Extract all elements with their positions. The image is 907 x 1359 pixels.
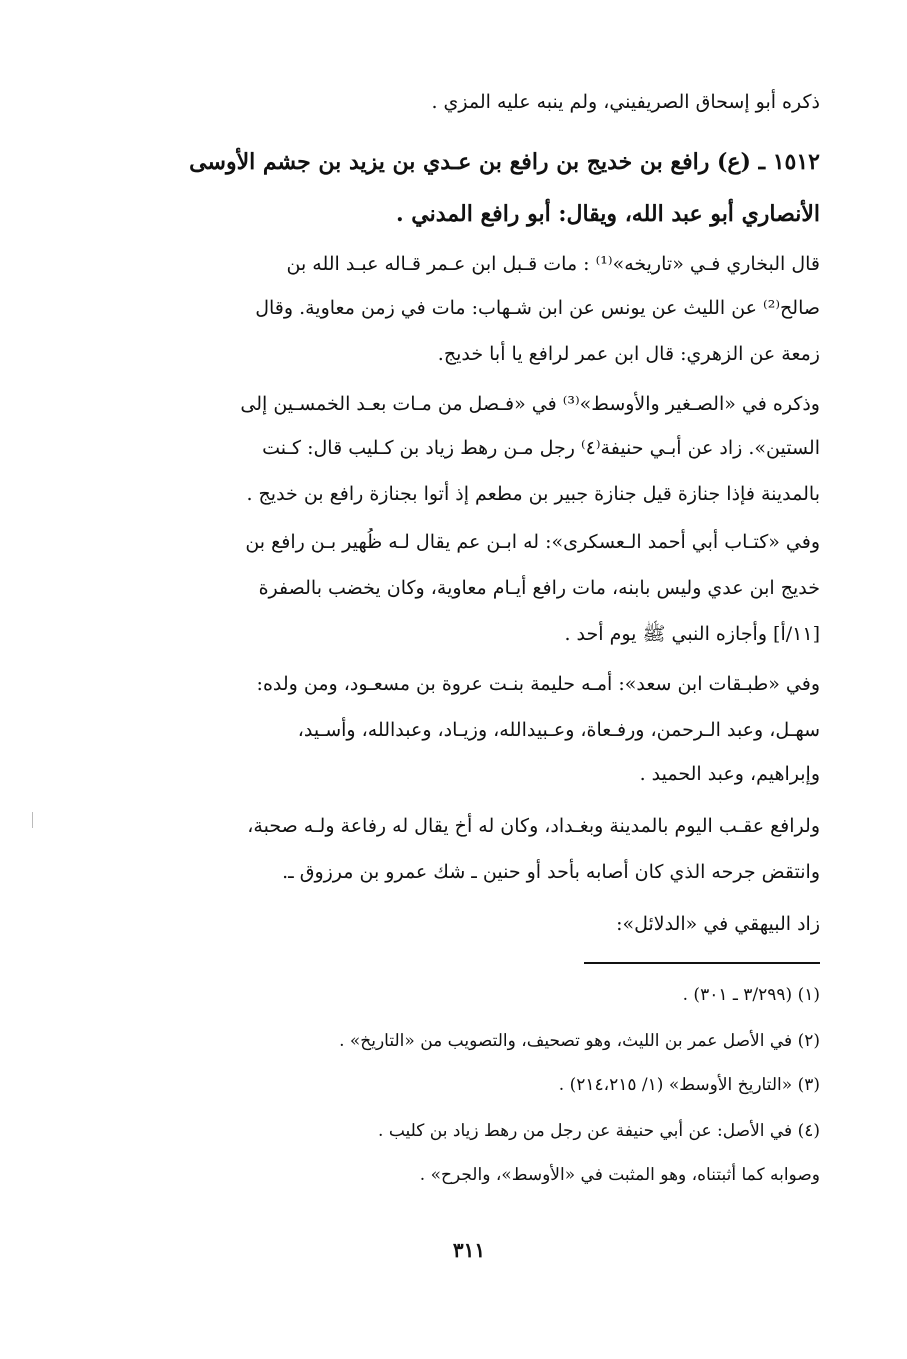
paragraph-3-line-1: وفي «كتـاب أبي أحمد الـعسكرى»: له ابـن عم يقال لـه ظُهير بـن رافع بن: [245, 531, 820, 553]
paragraph-4-line-1: وفي «طبـقات ابن سعد»: أمـه حليمة بنـت عروة بن مسعـود، ومن ولده:: [256, 673, 820, 695]
footnote-4-continuation: وصوابه كما أثبتناه، وهو المثبت في «الأوسط»، والجرح» .: [419, 1165, 820, 1185]
paragraph-2-line-3: بالمدينة فإذا جنازة قيل جنازة جبير بن مطعم إذ أتوا بجنازة رافع بن خديج .: [246, 483, 820, 505]
paragraph-4-line-3: وإبراهيم، وعبد الحميد .: [639, 763, 820, 785]
footnote-1: (١) (٣/٢٩٩ ـ ٣٠١) .: [682, 985, 820, 1005]
entry-heading-line-2: الأنصاري أبو عبد الله، ويقال: أبو رافع المدني .: [395, 201, 820, 227]
book-page: [118, 78, 820, 1278]
page-number: ٣١١: [452, 1238, 486, 1262]
paragraph-2-line-1: وذكره في «الصـغير والأوسط»⁽³⁾ في «فـصل من مـات بعـد الخمسـين إلى: [240, 393, 820, 415]
footnote-separator: [584, 962, 820, 964]
paragraph-4-line-2: سهـل، وعبد الـرحمن، ورفـعاة، وعـبيدالله، وزيـاد، وعبدالله، وأسـيد،: [297, 719, 820, 741]
paragraph-5-line-2: وانتقض جرحه الذي كان أصابه بأحد أو حنين ـ شك عمرو بن مرزوق ـ.: [282, 861, 820, 883]
paragraph-6-line-1: زاد البيهقي في «الدلائل»:: [616, 913, 820, 935]
paragraph-3-line-3: [١١/أ] وأجازه النبي ﷺ يوم أحد .: [564, 623, 820, 645]
footnote-4: (٤) في الأصل: عن أبي حنيفة عن رجل من رهط زياد بن كليب .: [378, 1121, 820, 1141]
paragraph-1-line-1: قال البخاري فـي «تاريخه»⁽¹⁾ : مات قـبل ابن عـمر قـاله عبـد الله بن: [286, 253, 820, 275]
margin-mark: [32, 812, 33, 828]
intro-line: ذكره أبو إسحاق الصريفيني، ولم ينبه عليه المزي .: [431, 91, 820, 113]
footnote-2: (٢) في الأصل عمر بن الليث، وهو تصحيف، والتصويب من «التاريخ» .: [339, 1031, 820, 1051]
footnote-3: (٣) «التاريخ الأوسط» (١/ ٢١٤،٢١٥) .: [558, 1075, 820, 1095]
paragraph-1-line-3: زمعة عن الزهري: قال ابن عمر لرافع يا أبا خديج.: [437, 343, 820, 365]
paragraph-1-line-2: صالح⁽²⁾ عن الليث عن يونس عن ابن شـهاب: مات في زمن معاوية. وقال: [255, 297, 820, 319]
entry-heading-line-1: ١٥١٢ ـ (ع) رافع بن خديج بن رافع بن عـدي بن يزيد بن جشم الأوسى: [189, 149, 820, 175]
paragraph-5-line-1: ولرافع عقـب اليوم بالمدينة وبغـداد، وكان له أخ يقال له رفاعة ولـه صحبة،: [247, 815, 820, 837]
paragraph-3-line-2: خديج ابن عدي وليس بابنه، مات رافع أيـام معاوية، وكان يخضب بالصفرة: [258, 577, 820, 599]
paragraph-2-line-2: الستين». زاد عن أبـي حنيفة⁽٤⁾ رجل مـن رهط زياد بن كـليب قال: كـنت: [262, 437, 820, 459]
